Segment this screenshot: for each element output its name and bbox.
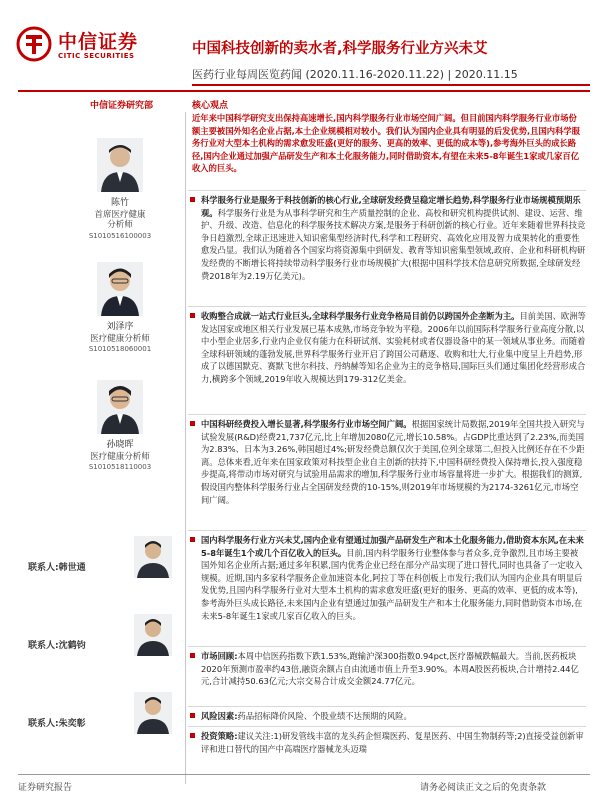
bullet-icon bbox=[190, 653, 195, 658]
section-paragraph bbox=[190, 418, 586, 506]
analyst-name: 陈竹 bbox=[110, 198, 129, 208]
brand-name-cn: 中信证券 bbox=[58, 31, 139, 53]
citic-logo-icon bbox=[16, 26, 52, 62]
analyst-role: 医疗健康分析师 bbox=[90, 451, 150, 462]
bullet-icon bbox=[190, 421, 195, 426]
footer-report-label: 证券研究报告 bbox=[18, 783, 73, 793]
header-rule bbox=[18, 90, 590, 92]
section-divider bbox=[188, 190, 586, 191]
paragraph-lead: 市场回顾: bbox=[201, 651, 238, 661]
footer-disclaimer: 请务必阅读正文之后的免责条款 bbox=[420, 783, 547, 793]
paragraph-lead: 投资策略: bbox=[201, 731, 238, 741]
bullet-icon bbox=[190, 713, 195, 718]
analyst-role: 首席医疗健康 bbox=[94, 209, 146, 220]
contact-photo-icon bbox=[134, 692, 172, 734]
analyst-cert-number: S1010518060001 bbox=[88, 345, 152, 354]
contact-label: 联系人:韩世通 bbox=[28, 563, 86, 573]
paragraph-body: 目前美国、欧洲等发达国家或地区相关行业发展已基本成熟,市场竞争较为平稳。2006年以前国际科学服务行业高度分散,以中小型企业居多,行业内企业仅有能力在科研试剂、实验耗材或者仪器设备中的某一领域从事业务。而随着全球科研领域的蓬勃发展,世界科学服务行业开启了跨国公司藉逐、收购和壮大,行业集中度呈上升趋势,形成了以德国默克、赛默飞世尔科技、丹纳赫等知名企业为主的竞争格局,国际巨头们通过集团化经营形成合力,横跨多个领域,2019年收入规模达到179-312亿美金。 bbox=[201, 311, 586, 384]
analyst-card bbox=[60, 262, 180, 355]
report-header bbox=[0, 0, 600, 96]
section-divider bbox=[188, 414, 586, 415]
bullet-icon bbox=[190, 537, 195, 542]
section-divider bbox=[188, 646, 586, 647]
contact-label: 联系人:沈鹤钧 bbox=[28, 641, 86, 651]
section-divider bbox=[188, 706, 586, 707]
report-date: 2020.11.15 bbox=[454, 68, 518, 81]
analyst-photo-icon bbox=[97, 262, 143, 316]
section-divider bbox=[188, 726, 586, 727]
contact-photo-icon bbox=[134, 614, 172, 656]
analyst-role-line2: 分析师 bbox=[107, 220, 133, 231]
analyst-card bbox=[60, 380, 180, 473]
paragraph-lead: 国内科学服务行业方兴未艾,国内企业有望通过加强产品研发生产和本土化服务能力,借助资本东风,在未来5-8年诞生1个或几个百亿收入的巨头。 bbox=[201, 535, 584, 558]
bullet-icon bbox=[190, 197, 195, 202]
section-paragraph bbox=[190, 310, 586, 386]
analyst-card bbox=[60, 138, 180, 241]
paragraph-body: 根据国家统计局数据,2019年全国共投入研究与试验发展(R&D)经费21,737亿元,比上年增加2080亿元,增长10.58%。占GDP比重达到了2.23%,而美国为2.83%、日本为3.26%,韩国超过4%;研发经费总额仅次于美国,位列全球第二,但投入比例还存在不少距离。总体来看,近年来在国家政策对科技型企业自主创新的扶持下,中国科研经费投入保持增长,投入强度稳步提高,将带动市场对研究与试验用品需求的增加,科学服务行业市场容量将进一步扩大。根据我们的测算,假设国内整体科学服务行业占全国研发经费的10-15%,则2019年市场规模约为2174-3261亿元,市场空间广阔。 bbox=[201, 419, 585, 505]
section-paragraph bbox=[190, 730, 586, 755]
section-paragraph bbox=[190, 194, 586, 282]
paragraph-body: 本周中信医药指数下跌1.53%,跑输沪深300指数0.94pct,医疗器械跌幅最大。当前,医药板块2020年预测市盈率约43倍,融资余额占自由流通市值上升至3.90%。本周A股医药板块,合计增持2.44亿元,合计减持50.63亿元;大宗交易合计成交金额24.77亿元。 bbox=[201, 651, 579, 687]
analyst-name: 孙晓晖 bbox=[106, 440, 134, 450]
contact-photo-icon bbox=[134, 536, 172, 578]
paragraph-lead: 中国科研经费投入增长显著,科学服务行业市场空间广阔。 bbox=[201, 419, 412, 429]
research-dept-heading: 中信证券研究部 bbox=[90, 101, 154, 111]
paragraph-body: 科学服务行业是为从事科学研究和生产质量控制的企业、高校和研究机构提供试剂、建设、运营、维护、升级、改造、信息化的科学服务技术解决方案,是服务于科研创新的核心行业。近年来随着世界科技竞争日趋激烈,全球正迅速进入知识密集型经济时代,科学和工程研究、高效化应用及智力成果转化的重要性愈发凸显。我们认为随着各个国家均将资源集中到研发、教育等知识密集型领域,政府、企业和科研机构研发经费的不断增长将持续带动科学服务行业市场规模扩大(根据中国科学技术信息研究所数据,全球研发经费2018年为2.19万亿美元)。 bbox=[201, 207, 586, 281]
paragraph-lead: 收购整合成就一站式行业巨头,全球科学服务行业竞争格局目前仍以跨国外企垄断为主。 bbox=[201, 311, 520, 321]
analyst-cert-number: S1010516100003 bbox=[88, 231, 152, 240]
analyst-role: 医疗健康分析师 bbox=[90, 333, 150, 344]
section-paragraph bbox=[190, 710, 586, 723]
contact-card bbox=[28, 614, 182, 674]
paragraph-body: 建议关注:1)研发管线丰富的龙头药企恒瑞医药、复星医药、中国生物制药等;2)直接受益创新审评和进口替代的国产中高端医疗器械龙头迈瑞 bbox=[201, 731, 584, 754]
core-view-heading: 核心观点 bbox=[192, 101, 229, 111]
paragraph-body: 目前,国内科学服务行业整体参与者众多,竞争激烈,且市场主要被国外知名企业所占据;通过多年积累,国内优秀企业已经在部分产品实现了进口替代,同时也具备了一定收入规模。近期,国内多家科学服务企业加速资本化,阿拉丁等在科创板上市发行;我们认为国内企业具有明显后发优势,且国内科学服务行业对大型本土机构的需求愈发旺盛(更好的服务、更高的效率、更低的成本等),参考海外巨头成长路径,未来国内企业有望通过加强产品研发生产和本土化服务能力,同时借助资本市场,在未来5-8年诞生1家或几家百亿收入的巨头。 bbox=[201, 547, 583, 621]
bullet-icon bbox=[190, 733, 195, 738]
column-divider bbox=[185, 112, 186, 784]
contact-label: 联系人:朱奕彰 bbox=[28, 719, 86, 729]
brand-name-en: CITIC SECURITIES bbox=[58, 52, 135, 60]
analyst-photo-icon bbox=[97, 138, 143, 192]
report-type: 医药行业每周医览药闻 bbox=[192, 68, 302, 81]
paragraph-lead: 科学服务行业是服务于科技创新的核心行业,全球研发经费呈稳定增长趋势,科学服务行业市场规模预期乐观。 bbox=[201, 195, 581, 218]
analyst-photo-icon bbox=[97, 380, 143, 434]
core-view-summary: 近年来中国科学研究支出保持高速增长,国内科学服务行业市场空间广阔。但目前国内科学服务行业市场份额主要被国外知名企业占据,本土企业规模相对较小。我们认为国内企业具有明显的后发优势,且国内科学服务行业对大型本土机构的需求愈发旺盛(更好的服务、更高的效率、更低的成本等),参考海外巨头的成长路径,国内企业通过加强产品研发生产和本土化服务能力,同时借助资本,有望在未来5-8年诞生1家或几家百亿收入的巨头。 bbox=[192, 113, 580, 174]
section-paragraph bbox=[190, 650, 586, 688]
bullet-icon bbox=[190, 313, 195, 318]
report-period: (2020.11.16-2020.11.22) bbox=[305, 68, 445, 81]
footer-rule bbox=[18, 774, 590, 775]
contact-card bbox=[28, 536, 182, 596]
section-divider bbox=[188, 306, 586, 307]
analyst-name: 刘泽序 bbox=[106, 322, 134, 332]
subtitle-separator: | bbox=[447, 68, 452, 81]
contact-card bbox=[28, 692, 182, 752]
report-subtitle bbox=[192, 66, 518, 82]
paragraph-body: 药品招标降价风险、个股业绩不达预期的风险。 bbox=[237, 711, 412, 721]
report-title: 中国科技创新的卖水者,科学服务行业方兴未艾 bbox=[192, 41, 488, 57]
section-paragraph bbox=[190, 534, 586, 622]
title-rule bbox=[192, 84, 590, 86]
analyst-cert-number: S1010518110003 bbox=[88, 463, 152, 472]
paragraph-lead: 风险因素: bbox=[201, 711, 238, 721]
section-divider bbox=[188, 530, 586, 531]
